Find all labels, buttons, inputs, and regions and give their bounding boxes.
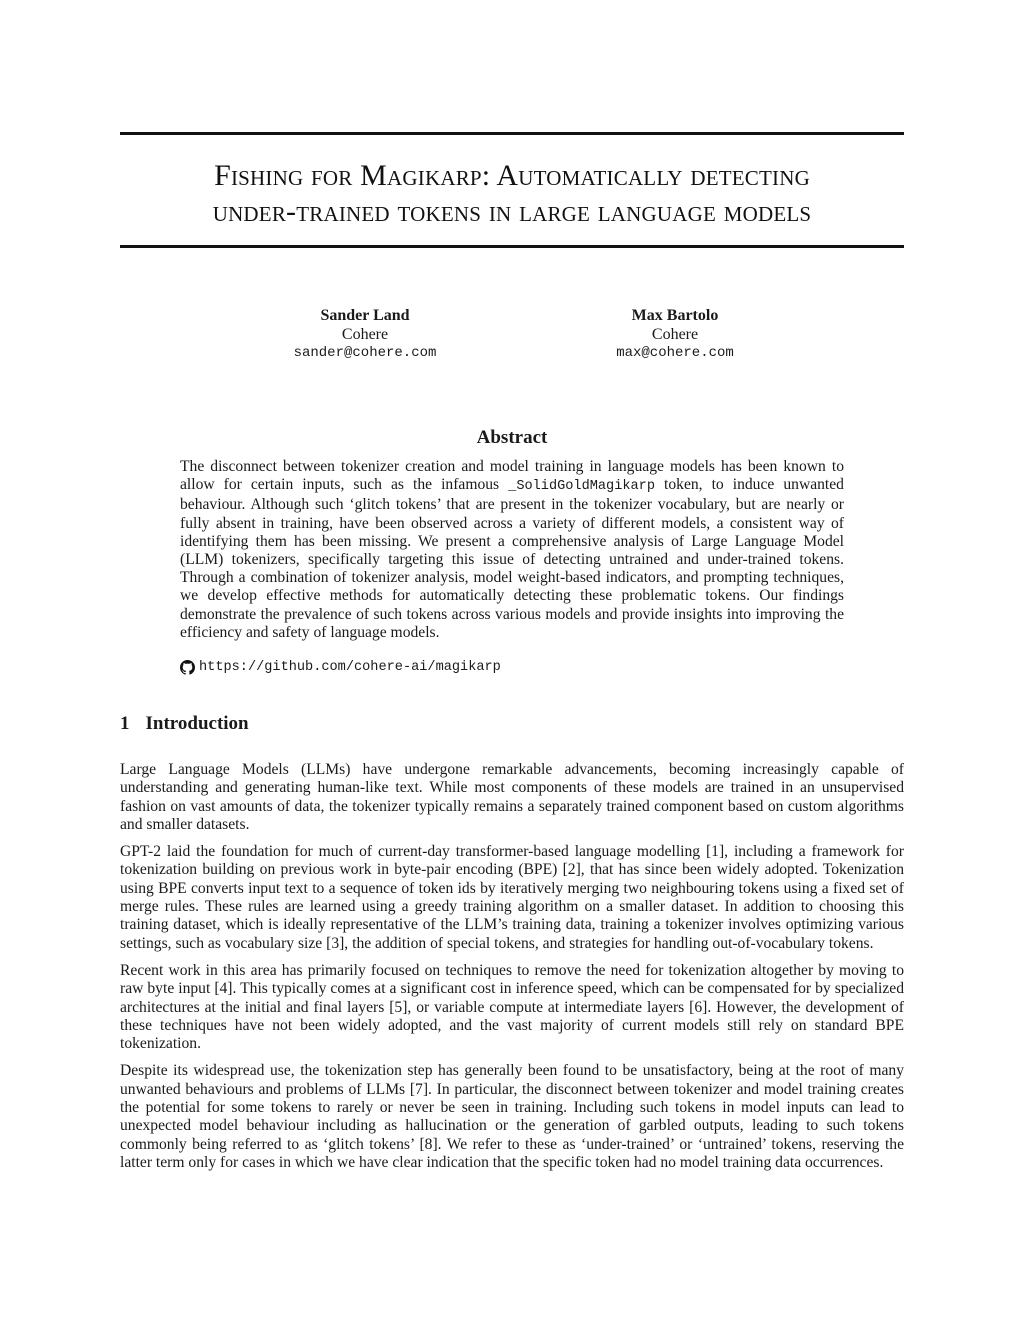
title-rule-top: [120, 132, 904, 135]
github-link[interactable]: https://github.com/cohere-ai/magikarp: [199, 660, 501, 675]
author-affiliation: Cohere: [651, 326, 699, 343]
paragraph: GPT-2 laid the foundation for much of current-day transformer-based language modelling [1], including a framework for tokenization building on previous work in byte-pair encoding (BPE) [2], that has since been widely adopted. Tokenization using BPE converts input text to a sequence of token ids by iteratively merging two neighbouring tokens using a fixed set of merge rules. These rules are learned using a greedy training algorithm on a smaller dataset. In addition to choosing this training dataset, which is ideally representative of the LLM’s training data, training a tokenizer involves optimizing various settings, such as vocabulary size [3], the addition of special tokens, and strategies for handling out-of-vocabulary tokens.: [120, 843, 904, 952]
title-rule-bottom: [120, 245, 904, 248]
section-body: [120, 761, 904, 1181]
section-title: Introduction: [145, 713, 249, 734]
abstract-text-part-1: The disconnect between tokenizer creation and model training in language models has been known to allow for certain inputs, such as the infamous: [180, 458, 844, 494]
title-line-1: Fishing for Magikarp: Automatically detecting: [214, 159, 810, 192]
author-email[interactable]: sander@cohere.com: [293, 345, 437, 361]
author-2: [545, 306, 805, 363]
paper-title: [120, 158, 904, 230]
author-affiliation: Cohere: [341, 326, 389, 343]
abstract-heading: Abstract: [476, 427, 548, 448]
section-number: 1: [120, 713, 130, 734]
paragraph: Recent work in this area has primarily focused on techniques to remove the need for tokenization altogether by moving to raw byte input [4]. This typically comes at a significant cost in inference speed, which can be compensated for by specialized architectures at the initial and final layers [5], or variable compute at intermediate layers [6]. However, the development of these techniques have not been widely adopted, and the vast majority of current models still rely on standard BPE tokenization.: [120, 961, 904, 1053]
paragraph: Large Language Models (LLMs) have undergone remarkable advancements, becoming increasingly capable of understanding and generating human-like text. While most components of these models are trained in an unsupervised fashion on vast amounts of data, the tokenizer typically remains a separately trained component based on custom algorithms and smaller datasets.: [120, 761, 904, 833]
paragraph: Despite its widespread use, the tokenization step has generally been found to be unsatisfactory, being at the root of many unwanted behaviours and problems of LLMs [7]. In particular, the disconnect between tokenizer and model training creates the potential for some tokens to rarely or never be seen in training. Including such tokens in model inputs can lead to unexpected model behaviour including as hallucination or the generation of garbled outputs, leading to such tokens commonly being referred to as ‘glitch tokens’ [8]. We refer to these as ‘under-trained’ or ‘untrained’ tokens, reserving the latter term only for cases in which we have clear indication that the specific token had no model training data occurrences.: [120, 1062, 904, 1171]
author-1: [235, 306, 495, 363]
author-name: Sander Land: [320, 307, 410, 324]
author-email[interactable]: max@cohere.com: [616, 345, 734, 361]
title-line-2: under-trained tokens in large language models: [212, 195, 812, 228]
github-icon: [180, 660, 195, 675]
glitch-token: _SolidGoldMagikarp: [508, 479, 655, 495]
abstract-text-part-2: token, to induce unwanted behaviour. Although such ‘glitch tokens’ that are present in the tokenizer vocabulary, but are nearly or fully absent in training, have been observed across a variety of different models, a consistent way of identifying them has been missing. We present a comprehensive analysis of Large Language Model (LLM) tokenizers, specifically targeting this issue of detecting untrained and under-trained tokens. Through a combination of tokenizer analysis, model weight-based indicators, and prompting techniques, we develop effective methods for automatically detecting these problematic tokens. Our findings demonstrate the prevalence of such tokens across various models and provide insights into improving the efficiency and safety of language models.: [180, 476, 844, 641]
author-name: Max Bartolo: [631, 307, 719, 324]
abstract-text: [180, 458, 844, 642]
section-heading: [120, 713, 249, 735]
code-link-row[interactable]: [180, 660, 501, 675]
